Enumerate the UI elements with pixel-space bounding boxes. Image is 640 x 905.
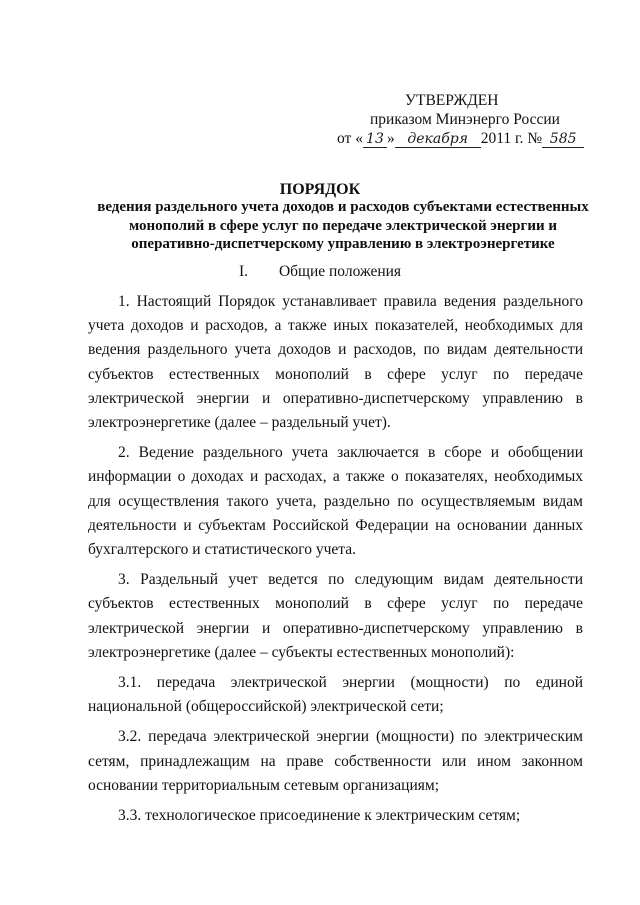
section-heading: [0, 262, 640, 282]
document-subtitle: ведения раздельного учета доходов и расходов субъектами естественных монополий в сфере услуг по передаче электрической энергии и оперативно-диспетчерскому управлению в электроэнергетике: [97, 199, 589, 252]
date-year-text: 2011 г. №: [480, 130, 543, 147]
paragraph-3-1: 3.1. передача электрической энергии (мощности) по единой национальной (общероссийской) электрической сети;: [88, 674, 583, 716]
date-prefix: от «: [337, 130, 363, 147]
paragraph-1: 1. Настоящий Порядок устанавливает правила ведения раздельного учета доходов и расходов, а также иных показателей, необходимых для ведения раздельного учета доходов и расходов, по видам деятельности субъектов естественных монополий в сфере услуг по передаче электрической энергии и оперативно-диспетчерскому управлению в электроэнергетике (далее – раздельный учет).: [88, 293, 583, 432]
paragraph-2: 2. Ведение раздельного учета заключается в сборе и обобщении информации о доходах и расходах, а также о показателях, необходимых для осуществления такого учета, раздельно по осуществляемым видам деятельности и субъектам Российской Федерации на основании данных бухгалтерского и статистического учета.: [88, 444, 583, 559]
handwritten-order-number: 585: [542, 128, 584, 150]
paragraph-3-3: 3.3. технологическое присоединение к электрическим сетям;: [118, 807, 521, 825]
paragraph-3: 3. Раздельный учет ведется по следующим видам деятельности субъектов естественных монополий в сфере услуг по передаче электрической энергии и оперативно-диспетчерскому управлению в электроэнергетике (далее – субъекты естественных монополий):: [88, 571, 583, 661]
approval-order-line: приказом Минэнерго России: [370, 111, 560, 128]
approval-stamp-title: УТВЕРЖДЕН: [405, 92, 499, 109]
handwritten-month: декабря: [395, 128, 481, 150]
approval-date-line: [337, 128, 584, 150]
document-body: [88, 290, 583, 834]
paragraph-3-2: 3.2. передача электрической энергии (мощности) по электрическим сетям, принадлежащим на праве собственности или ином законном основании территориальным сетевым организациям;: [88, 728, 583, 794]
handwritten-day: 13: [363, 128, 387, 150]
section-name: Общие положения: [278, 263, 402, 280]
date-quote-close: »: [386, 130, 395, 147]
document-title: ПОРЯДОК: [279, 181, 361, 198]
section-number: I.: [238, 263, 248, 280]
